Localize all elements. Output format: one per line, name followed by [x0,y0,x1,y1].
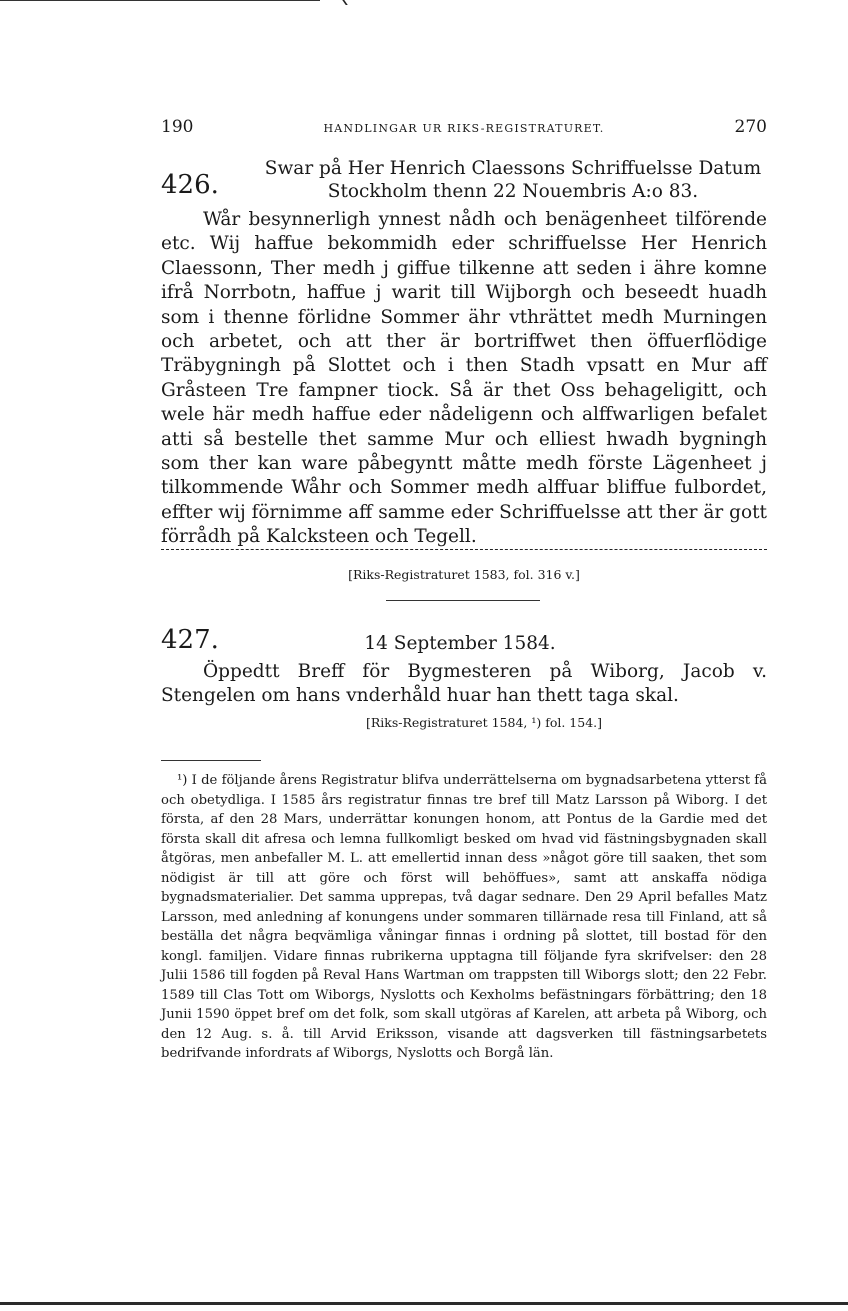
entry-426-body: Wår besynnerligh ynnest nådh och benägenheet tilförende etc. Wij haffue bekommidh eder schriffuelsse Her Henrich Claessonn, Ther medh j giffue tilkenne att seden i ähre komne ifrå Norrbotn, haffue j warit till Wijborgh och beseedt huadh som i thenne förlidne Sommer ähr vthrättet medh Murningen och arbetet, och att ther är bortriffwet then öffuerflödige Träbygningh på Slottet och i then Stadh vpsatt en Mur aff Gråsteen Tre fampner tiock. Så är thet Oss behageligitt, och wele här medh haffue eder nådeligenn och alffwarligen befalet atti så bestelle thet samme Mur och elliest hwadh bygningh som ther kan ware påbegyntt måtte medh förste Lägenheet j tilkommende Wåhr och Sommer medh alffuar bliffue fulbordet, effter wij förnimme aff samme eder Schriffuelsse att ther är gott förrådh på Kalcksteen och Tegell. [161,209,767,548]
entry-number-427: 427. [161,625,219,655]
entry-number-426: 426. [161,170,219,200]
entry-427-body: Öppedtt Breff för Bygmesteren på Wiborg, Jacob v. Stengelen om hans vnderhåld huar han thett taga skal. [161,661,767,707]
page-number: 190 [161,117,194,137]
footnote-rule [161,760,261,761]
entry-426-heading: Swar på Her Henrich Claessons Schriffuelsse Datum Stockholm thenn 22 Nouembris A:o 83. [264,158,762,202]
entry-426-source: [Riks-Registraturet 1583, fol. 316 v.] [348,567,580,582]
section-separator [386,600,540,601]
entry-427-date: 14 September 1584. [364,633,556,654]
entry-427-source: [Riks-Registraturet 1584, ¹) fol. 154.] [365,715,603,730]
page-header [161,117,767,141]
scan-edge-bottom [0,1302,848,1305]
footnote: ¹) I de följande årens Registratur blifva underrättelserna om bygnadsarbetena ytterst få och obetydliga. I 1585 års registratur finnas tre bref till Matz Larsson på Wiborg. I det första, af den 28 Mars, underrättar konungen honom, att Pontus de la Gardie med det första skall dit afresa och lemna fullkomligt besked om hvad vid fästningsbygnaden skall åtgöras, men anbefaller M. L. att emellertid innan dess »något göre till saaken, thet som nödigist är till att göre och först will behöffues», samt att anskaffa nödiga bygnadsmaterialier. Det samma upprepas, två dagar sednare. Den 29 April befalles Matz Larsson, med anledning af konungens under sommaren tillärnade resa till Finland, att så beställa det några beqvämliga våningar finnas i ordning på slottet, till bostad för den kongl. familjen. Vidare finnas rubrikerna upptagna till följande fyra skrifvelser: den 28 Julii 1586 till fogden på Reval Hans Wartman om trappsten till Wiborgs slott; den 22 Febr. 1589 till Clas Tott om Wiborgs, Nyslotts och Kexholms befästningars förbättring; den 18 Junii 1590 öppet bref om det folk, som skall utgöras af Karelen, att arbeta på Wiborg, och den 12 Aug. s. å. till Arvid Eriksson, visande att dagsverken till fästningsarbetets bedrifvande infordrats af Wiborgs, Nyslotts och Borgå län. [161,773,767,1061]
running-title: HANDLINGAR UR RIKS-REGISTRATURET. [323,122,605,135]
dashed-rule [161,549,767,550]
scan-mark [334,0,348,5]
folio-number: 270 [734,117,767,137]
scan-edge-top [0,0,320,1]
